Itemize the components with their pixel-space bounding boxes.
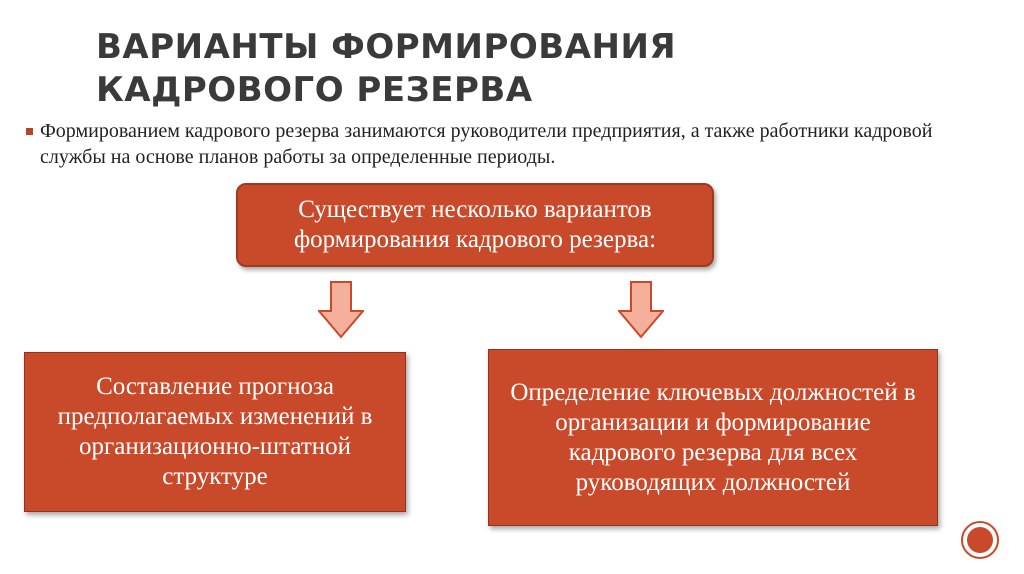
top-box-text: Существует несколько вариантов формирования кадрового резерва: [293, 196, 657, 253]
top-box [236, 183, 714, 267]
bullet-marker-icon [26, 128, 33, 135]
right-box [488, 349, 938, 526]
slide-title: ВАРИАНТЫ ФОРМИРОВАНИЯ КАДРОВОГО РЕЗЕРВА [96, 27, 677, 110]
down-arrow-right-icon [618, 281, 664, 339]
down-arrow-left-icon [318, 281, 364, 339]
left-box-text: Составление прогноза предполагаемых изменений в организационно-штатной структуре [57, 373, 373, 490]
decorative-circle-icon [960, 520, 1000, 560]
bullet-item [26, 118, 986, 170]
bullet-text: Формированием кадрового резерва занимаются руководители предприятия, а также работники кадровой службы на основе планов работы за определенные периоды. [40, 120, 933, 168]
right-box-text: Определение ключевых должностей в организации и формирование кадрового резерва для всех руководящих должностей [510, 378, 916, 496]
left-box [24, 352, 406, 512]
